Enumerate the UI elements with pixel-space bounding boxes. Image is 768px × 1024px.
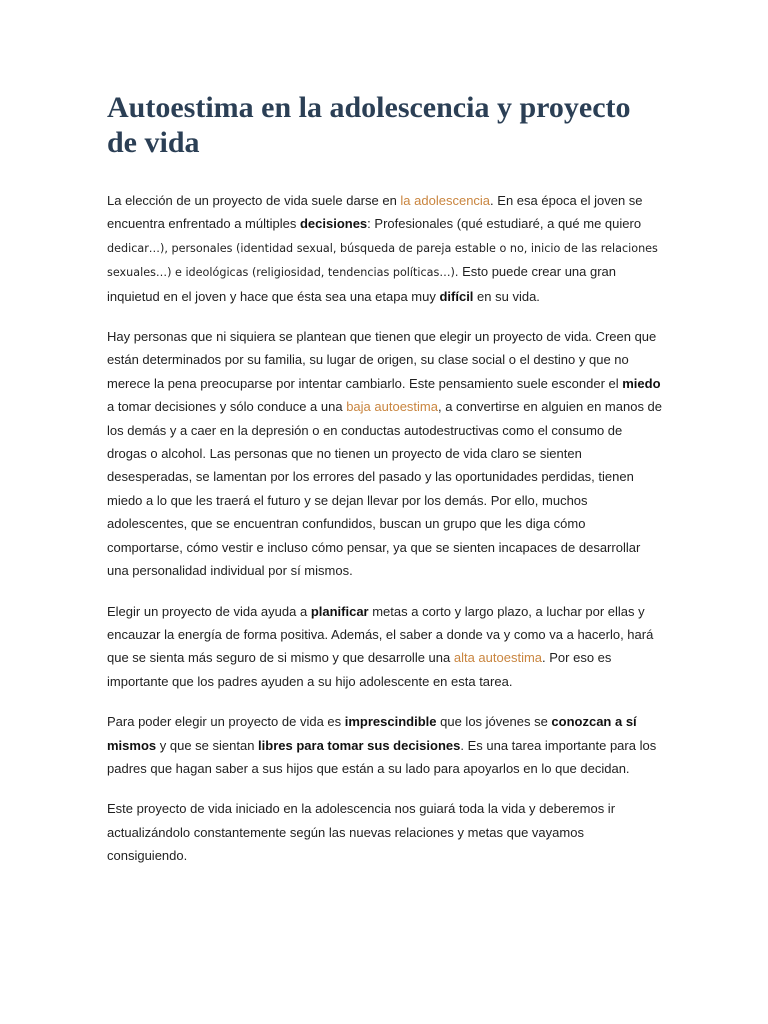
bold-planificar: planificar — [310, 603, 369, 619]
paragraph-1 — [107, 189, 663, 308]
paragraph-5-text-1: Este proyecto de vida iniciado en la adolescencia nos guiará toda la vida y deberemos ir actualizándolo constantemente según las nuevas relaciones y metas que vayamos consiguiendo. — [107, 801, 616, 864]
paragraph-2-text-1: Hay personas que ni siquiera se plantean que tienen que elegir un proyecto de vida. Creen que están determinados por su familia, su lugar de origen, su clase social o el destino y que no merece la pena preocuparse por intentar cambiarlo. Este pensamiento suele esconder el — [107, 329, 657, 391]
paragraph-4-text-2: que los jóvenes se — [436, 714, 552, 730]
paragraph-5 — [107, 797, 663, 867]
paragraph-4-text-4: . Es una tarea importante para los padres que hagan saber a sus hijos que están a su lado para apoyarlos en lo que decidan. — [107, 737, 657, 776]
paragraph-4 — [107, 710, 663, 780]
paragraph-3-text-3: . Por eso es importante que los padres ayuden a su hijo adolescente en esta tarea. — [107, 650, 612, 689]
bold-dificil: difícil — [439, 288, 474, 304]
paragraph-3-text-2: metas a corto y largo plazo, a luchar por ellas y encauzar la energía de forma positiva. Además, el saber a donde va y como va a hacerlo, hará que se sienta más seguro de si mismo y que desarrolle una — [107, 603, 654, 666]
link-la-adolescencia[interactable]: la adolescencia — [400, 193, 491, 208]
paragraph-2-text-2: a tomar decisiones y sólo conduce a una — [107, 399, 347, 415]
paragraph-1-text-1: La elección de un proyecto de vida suele darse en — [107, 193, 401, 208]
bold-libres-para-tomar: libres para tomar sus decisiones — [258, 737, 461, 753]
paragraph-3-text-1: Elegir un proyecto de vida ayuda a — [107, 603, 311, 619]
paragraph-4-text-1: Para poder elegir un proyecto de vida es — [107, 714, 345, 730]
paragraph-1-text-4: dedicar…), personales (identidad sexual, búsqueda de pareja estable o no, inicio de las relaciones sexuales…) e ideológicas (religiosidad, tendencias políticas…). — [107, 241, 658, 280]
bold-conozcan-a-si-mismos: conozcan a sí mismos — [107, 714, 637, 753]
paragraph-2 — [107, 325, 663, 582]
paragraph-4-text-3: y que se sientan — [156, 737, 259, 753]
paragraph-2-text-3: , a convertirse en alguien en manos de los demás y a caer en la depresión o en conductas autodestructivas como el consumo de drogas o alcohol. Las personas que no tienen un proyecto de vida claro se sienten desesperadas, se lamentan por los errores del pasado y las oportunidades perdidas, tienen miedo a lo que les traerá el futuro y se dejan llevar por los demás. Por ello, muchos adolescentes, que se encuentran confundidos, buscan un grupo que les diga cómo comportarse, cómo vestir e incluso cómo pensar, ya que se sienten incapaces de desarrollar una personalidad individual por sí mismos. — [107, 399, 663, 579]
paragraph-3 — [107, 600, 663, 694]
paragraph-1-text-2: . En esa época el joven se encuentra enfrentado a múltiples — [107, 193, 643, 232]
link-alta-autoestima[interactable]: alta autoestima — [453, 650, 543, 666]
link-baja-autoestima[interactable]: baja autoestima — [346, 399, 438, 415]
paragraph-1-text-5: Esto puede crear una gran inquietud en el joven y hace que ésta sea una etapa muy — [107, 264, 617, 304]
article — [107, 90, 663, 868]
article-title: Autoestima en la adolescencia y proyecto de vida — [107, 91, 631, 159]
paragraph-1-text-6: en su vida. — [473, 288, 540, 304]
paragraph-1-text-3: : Profesionales (qué estudiaré, a qué me quiero — [367, 216, 642, 232]
bold-decisiones: decisiones — [299, 216, 368, 232]
bold-miedo: miedo — [622, 375, 661, 391]
bold-imprescindible: imprescindible — [344, 714, 437, 730]
